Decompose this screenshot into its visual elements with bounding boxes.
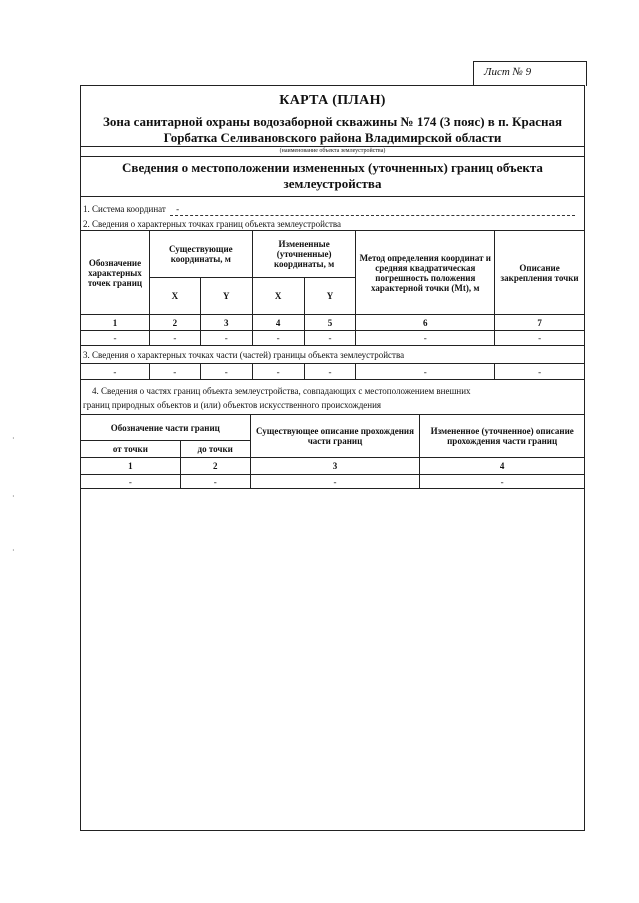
header-changed-description: Измененное (уточненное) описание прохождения части границ [420, 415, 585, 458]
section-2-label: 2. Сведения о характерных точках границ объекта землеустройства [83, 219, 342, 229]
table-cell: - [495, 331, 585, 346]
header-existing-coords: Существующие координаты, м [149, 231, 252, 278]
table-cell: - [81, 331, 150, 346]
divider [80, 146, 585, 147]
fill-line [170, 215, 575, 216]
scan-mark: · [12, 434, 15, 443]
table-cell: - [81, 475, 181, 489]
table-cell: - [304, 331, 356, 346]
subtitle-line-1: Зона санитарной охраны водозаборной скважины № 174 (3 пояс) в п. Красная [102, 114, 563, 129]
subtitle-line-2: Горбатка Селивановского района Владимирской области [163, 130, 502, 145]
column-number: 7 [495, 315, 585, 331]
document-subtitle [80, 114, 585, 146]
column-number: 4 [420, 458, 585, 475]
scan-mark: · [12, 492, 15, 501]
table-cell: - [200, 331, 252, 346]
header-y: Y [200, 278, 252, 315]
header-y: Y [304, 278, 356, 315]
object-caption: (наименование объекта землеустройства) [279, 148, 386, 154]
table-cell: - [149, 331, 200, 346]
coordinate-system-value: - [176, 204, 180, 214]
coordinate-system-label [83, 204, 179, 214]
section-4-label-line-2: границ природных объектов и (или) объектов искусственного происхождения [83, 400, 382, 410]
scan-mark: · [12, 546, 15, 555]
column-number: 6 [356, 315, 495, 331]
section-4-label-line-1: 4. Сведения о частях границ объекта землеустройства, совпадающих с местоположением внешних [92, 386, 471, 396]
table-cell: - [149, 364, 200, 380]
section-3-label: 3. Сведения о характерных точках части (частей) границы объекта землеустройства [83, 350, 405, 360]
column-number: 2 [180, 458, 250, 475]
header-designation: Обозначение характерных точек границ [81, 231, 150, 315]
divider [80, 196, 585, 197]
header-x: X [252, 278, 304, 315]
table-cell: - [250, 475, 420, 489]
header-method: Метод определения координат и средняя квадратическая погрешность положения характерной точки (Mt), м [356, 231, 495, 315]
column-number: 5 [304, 315, 356, 331]
document-title: КАРТА (ПЛАН) [279, 93, 386, 108]
header-part: Обозначение части границ [81, 415, 251, 441]
table-cell: - [420, 475, 585, 489]
section-title-line-2: землеустройства [283, 176, 382, 191]
header-x: X [149, 278, 200, 315]
characteristic-points-table [80, 230, 585, 346]
table-cell: - [180, 475, 250, 489]
header-changed-coords: Измененные (уточненные) координаты, м [252, 231, 356, 278]
column-number: 4 [252, 315, 304, 331]
column-number: 3 [250, 458, 420, 475]
table-cell: - [252, 331, 304, 346]
header-from-point: от точки [81, 441, 181, 458]
table-cell: - [200, 364, 252, 380]
coordinate-system-text: 1. Система координат [83, 204, 166, 214]
table-cell: - [356, 364, 495, 380]
boundary-parts-table [80, 414, 585, 489]
table-cell: - [81, 364, 150, 380]
header-to-point: до точки [180, 441, 250, 458]
header-existing-description: Существующее описание прохождения части границ [250, 415, 420, 458]
section-title [80, 160, 585, 192]
sheet-number: Лист № 9 [484, 66, 532, 78]
column-number: 1 [81, 315, 150, 331]
table-cell: - [356, 331, 495, 346]
table-cell: - [495, 364, 585, 380]
section-title-line-1: Сведения о местоположении измененных (уточненных) границ объекта [122, 160, 543, 175]
header-description: Описание закрепления точки [495, 231, 585, 315]
table-cell: - [252, 364, 304, 380]
column-number: 3 [200, 315, 252, 331]
table-cell: - [304, 364, 356, 380]
part-points-table [80, 363, 585, 380]
column-number: 2 [149, 315, 200, 331]
divider [80, 156, 585, 157]
column-number: 1 [81, 458, 181, 475]
